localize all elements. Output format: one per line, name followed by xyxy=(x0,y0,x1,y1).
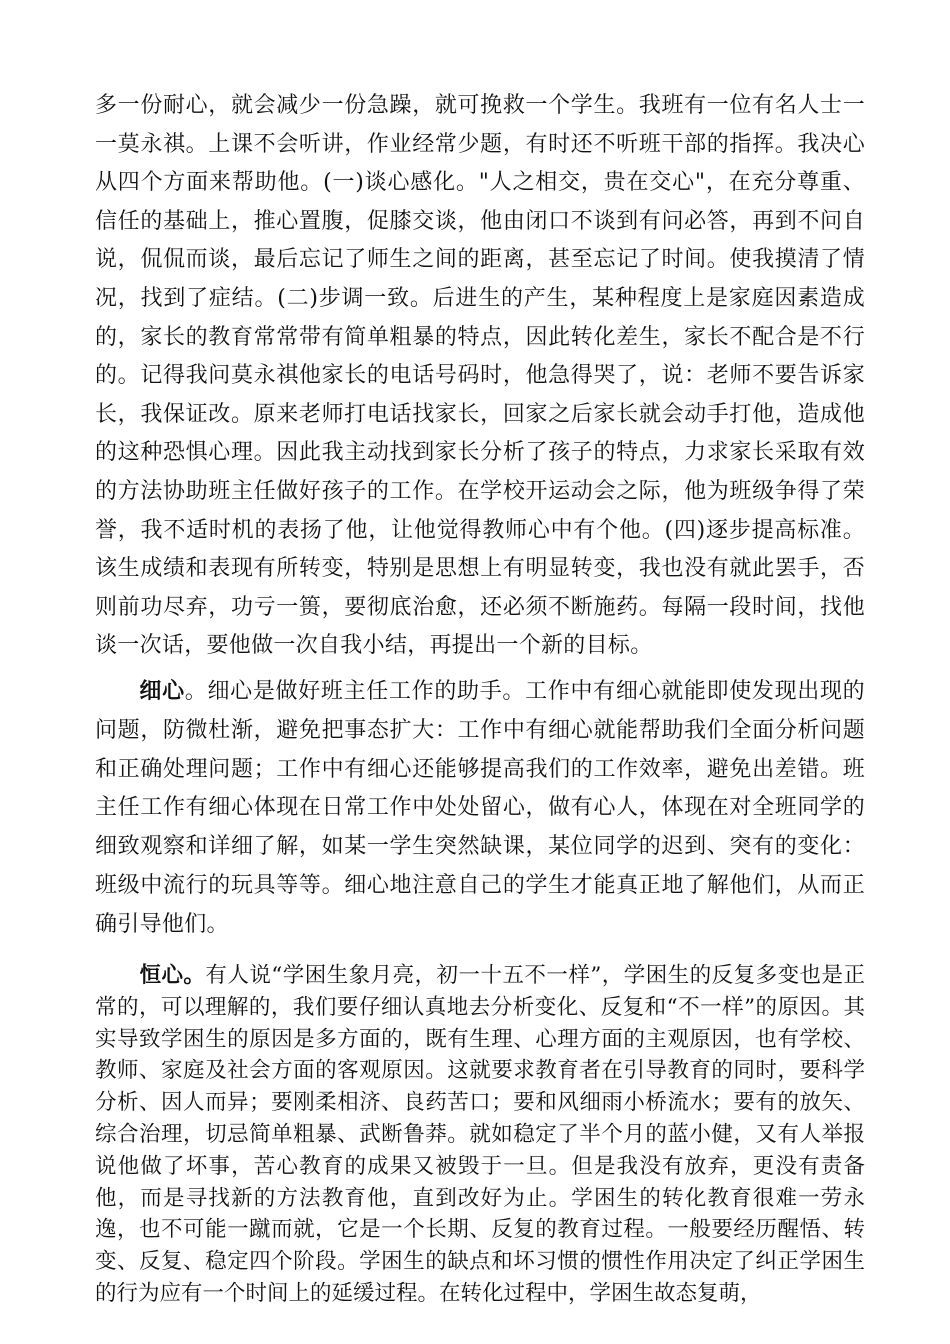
paragraph-perseverance xyxy=(95,960,865,1310)
paragraph-text: 有人说“学困生象月亮，初一十五不一样”，学困生的反复多变也是正常的，可以理解的，我们要仔细认真地去分析变化、反复和“不一样”的原因。其实导致学困生的原因是多方面的，既有生理、心理方面的主观原因，也有学校、教师、家庭及社会方面的客观原因。这就要求教育者在引导教育的同时，要科学分析、因人而异；要刚柔相济、良药苦口；要和风细雨小桥流水；要有的放矢、综合治理，切忌简单粗暴、武断鲁莽。就如稳定了半个月的蓝小健，又有人举报说他做了坏事，苦心教育的成果又被毁于一旦。但是我没有放弃，更没有责备他，而是寻找新的方法教育他，直到改好为止。学困生的转化教育很难一劳永逸，也不可能一蹴而就，它是一个长期、反复的教育过程。一般要经历醒悟、转变、反复、稳定四个阶段。学困生的缺点和坏习惯的惯性作用决定了纠正学困生的行为应有一个时间上的延缓过程。在转化过程中，学困生故态复萌， xyxy=(95,963,865,1306)
paragraph-text: 多一份耐心，就会减少一份急躁，就可挽救一个学生。我班有一位有名人士一一莫永祺。上课不会听讲，作业经常少题，有时还不听班干部的指挥。我决心从四个方面来帮助他。(一)谈心感化。"人之相交，贵在交心"，在充分尊重、信任的基础上，推心置腹，促膝交谈，他由闭口不谈到有问必答，再到不问自说，侃侃而谈，最后忘记了师生之间的距离，甚至忘记了时间。使我摸清了情况，找到了症结。(二)步调一致。后进生的产生，某种程度上是家庭因素造成的，家长的教育常常带有简单粗暴的特点，因此转化差生，家长不配合是不行的。记得我问莫永祺他家长的电话号码时，他急得哭了，说：老师不要告诉家长，我保证改。原来老师打电话找家长，回家之后家长就会动手打他，造成他的这种恐惧心理。因此我主动找到家长分析了孩子的特点，力求家长采取有效的方法协助班主任做好孩子的工作。在学校开运动会之际，他为班级争得了荣誉，我不适时机的表扬了他，让他觉得教师心中有个他。(四)逐步提高标准。该生成绩和表现有所转变，特别是思想上有明显转变，我也没有就此罢手，否则前功尽弃，功亏一篑，要彻底治愈，还必须不断施药。每隔一段时间，找他谈一次话，要他做一次自我小结，再提出一个新的目标。 xyxy=(95,93,865,659)
paragraph-lead-term: 恒心。 xyxy=(139,963,206,988)
paragraph-carefulness xyxy=(95,673,865,945)
paragraph-text: 。细心是做好班主任工作的助手。工作中有细心就能即使发现出现的问题，防微杜渐，避免把事态扩大：工作中有细心就能帮助我们全面分析问题和正确处理问题；工作中有细心还能够提高我们的工作效率，避免出差错。班主任工作有细心体现在日常工作中处处留心，做有心人，体现在对全班同学的细致观察和详细了解，如某一学生突然缺课，某位同学的迟到、突有的变化：班级中流行的玩具等等。细心地注意自己的学生才能真正地了解他们，从而正确引导他们。 xyxy=(95,679,865,937)
paragraph-lead-term: 细心 xyxy=(139,679,185,704)
paragraph-patience xyxy=(95,87,865,666)
